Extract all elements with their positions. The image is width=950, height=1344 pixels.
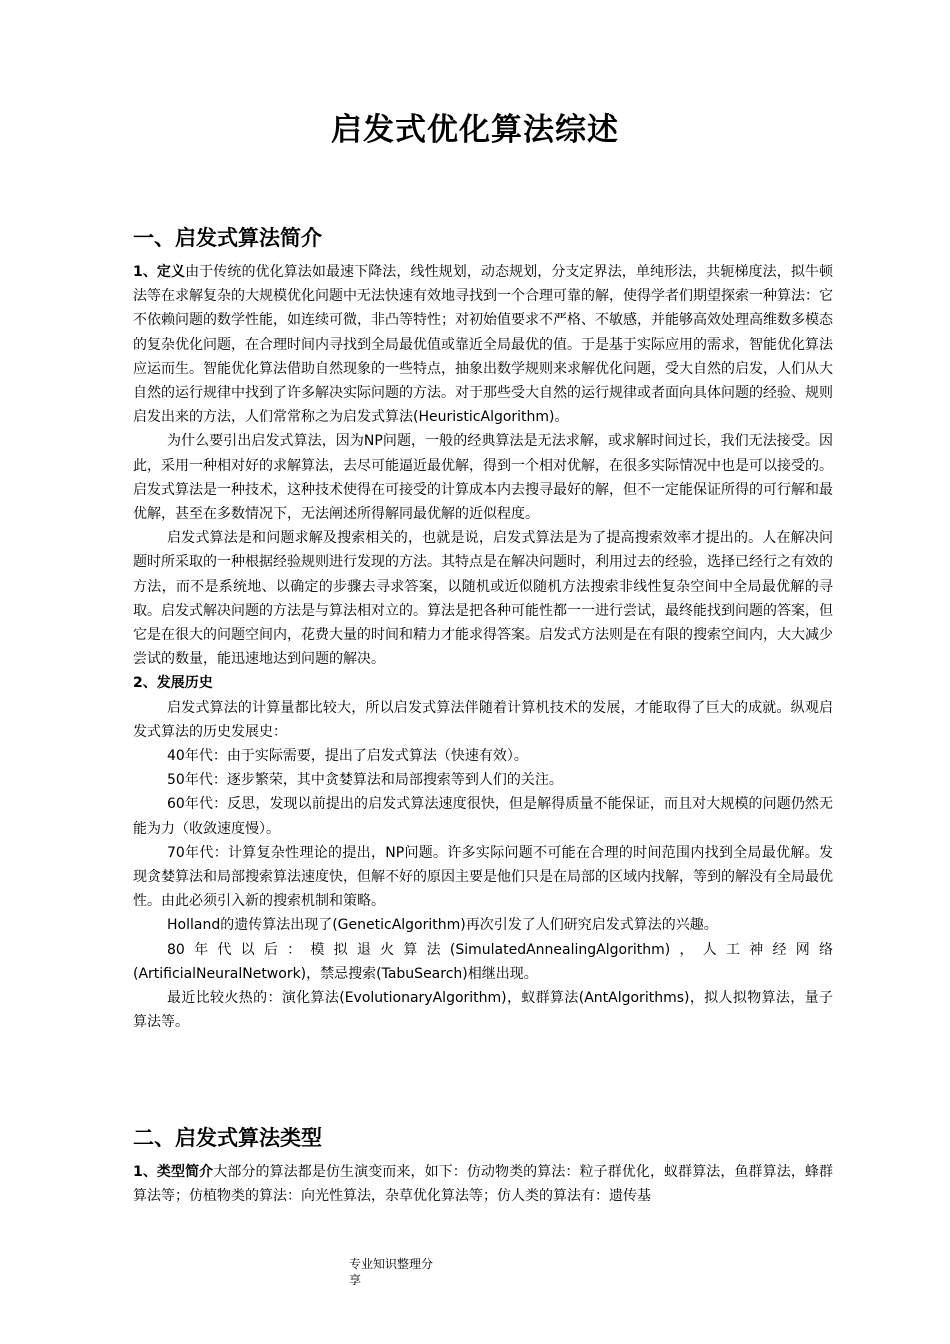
footer-line-1: 专业知识整理分 <box>349 1257 434 1271</box>
history-recent: 最近比较火热的：演化算法(EvolutionaryAlgorithm)，蚁群算法(AntAlgorithms)，拟人拟物算法，量子算法等。 <box>133 990 833 1031</box>
paragraph-heuristic: 启发式算法是和问题求解及搜索相关的，也就是说，启发式算法是为了提高搜索效率才提出的。人在解决问题时所采取的一种根据经验规则进行发现的方法。其特点是在解决问题时，利用过去的经验，选择已经行之有效的方法，而不是系统地、以确定的步骤去寻求答案，以随机或近似随机方法搜索非线性复杂空间中全局最优解的寻取。启发式解决问题的方法是与算法相对立的。算法是把各种可能性都一一进行尝试，最终能找到问题的答案，但它是在很大的问题空间内，花费大量的时间和精力才能求得答案。启发式方法则是在有限的搜索空间内，大大减少尝试的数量，能迅速地达到问题的解决。 <box>133 530 833 668</box>
history-label: 2、发展历史 <box>133 675 213 692</box>
page-footer <box>349 1256 459 1288</box>
document-title: 启发式优化算法综述 <box>331 112 619 148</box>
history-40s: 40年代：由于实际需要，提出了启发式算法（快速有效）。 <box>167 748 528 765</box>
type-text: 大部分的算法都是仿生演变而来，如下：仿动物类的算法：粒子群优化，蚁群算法，鱼群算法，蜂群算法等；仿植物类的算法：向光性算法，杂草优化算法等；仿人类的算法有：遗传基 <box>133 1164 833 1205</box>
section1-body <box>133 260 833 1035</box>
definition-label: 1、定义 <box>133 264 186 280</box>
history-intro: 启发式算法的计算量都比较大，所以启发式算法伴随着计算机技术的发展，才能取得了巨大的成就。纵观启发式算法的历史发展史： <box>133 699 833 740</box>
footer-line-2: 享 <box>349 1273 362 1287</box>
history-60s: 60年代：反思，发现以前提出的启发式算法速度很快，但是解得质量不能保证，而且对大规模的问题仍然无能为力（收敛速度慢）。 <box>133 796 833 837</box>
type-paragraph <box>133 1160 833 1208</box>
paragraph-np: 为什么要引出启发式算法，因为NP问题，一般的经典算法是无法求解，或求解时间过长，我们无法接受。因此，采用一种相对好的求解算法，去尽可能逼近最优解，得到一个相对优解，在很多实际情况中也是可以接受的。启发式算法是一种技术，这种技术使得在可接受的计算成本内去搜寻最好的解，但不一定能保证所得的可行解和最优解，甚至在多数情况下，无法阐述所得解同最优解的近似程度。 <box>133 433 833 523</box>
history-70s: 70年代：计算复杂性理论的提出，NP问题。许多实际问题不可能在合理的时间范围内找到全局最优解。发现贪婪算法和局部搜索算法速度快，但解不好的原因主要是他们只是在局部的区域内找解，等到的解没有全局最优性。由此必须引入新的搜索机制和策略。 <box>133 844 833 910</box>
history-80s: 80年代以后：模拟退火算法(SimulatedAnnealingAlgorithm)，人工神经网络(ArtificialNeuralNetwork)，禁忌搜索(TabuSearch)相继出现。 <box>133 941 833 982</box>
history-holland: Holland的遗传算法出现了(GeneticAlgorithm)再次引发了人们研究启发式算法的兴趣。 <box>167 917 718 934</box>
section2-body <box>133 1160 833 1208</box>
definition-text: 由于传统的优化算法如最速下降法，线性规划，动态规划，分支定界法，单纯形法，共轭梯度法，拟牛顿法等在求解复杂的大规模优化问题中无法快速有效地寻找到一个合理可靠的解，使得学者们期望探索一种算法：它不依赖问题的数学性能，如连续可微，非凸等特性；对初始值要求不严格、不敏感，并能够高效处理高维数多模态的复杂优化问题，在合理时间内寻找到全局最优值或靠近全局最优的值。于是基于实际应用的需求，智能优化算法应运而生。智能优化算法借助自然现象的一些特点，抽象出数学规则来求解优化问题，受大自然的启发，人们从大自然的运行规律中找到了许多解决实际问题的方法。对于那些受大自然的运行规律或者面向具体问题的经验、规则启发出来的方法，人们常常称之为启发式算法(HeuristicAlgorithm)。 <box>133 264 833 426</box>
section2-heading: 二、启发式算法类型 <box>133 1126 322 1150</box>
definition-paragraph <box>133 260 833 429</box>
section1-heading: 一、启发式算法简介 <box>133 226 322 250</box>
type-label: 1、类型简介 <box>133 1164 214 1180</box>
history-50s: 50年代：逐步繁荣，其中贪婪算法和局部搜索等到人们的关注。 <box>167 772 563 789</box>
